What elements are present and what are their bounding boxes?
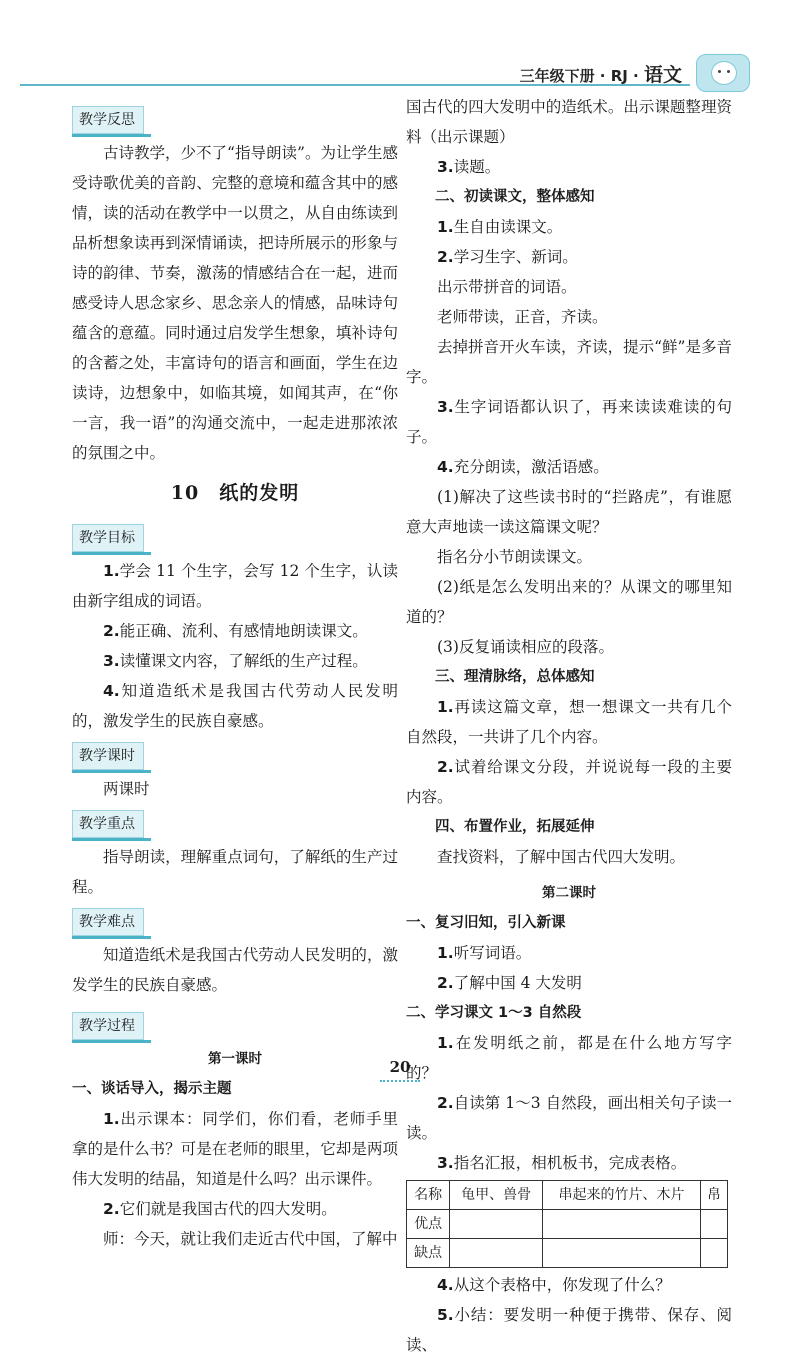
lesson-title: 10 纸的发明: [170, 482, 300, 504]
section-heading: 四、布置作业，拓展延伸: [435, 819, 595, 835]
tag-process: 教学过程: [72, 1012, 144, 1040]
header-grade: 三年级下册 · RJ ·: [519, 67, 644, 85]
table-cell: [701, 1210, 728, 1239]
right-column: [406, 92, 732, 1360]
step-text: 1.再读这篇文章，想一想课文一共有几个自然段，一共讲了几个内容。: [406, 698, 732, 746]
step-text: 1.生自由读课文。: [437, 218, 563, 236]
step-text: 2.自读第 1～3 自然段，画出相关句子读一读。: [406, 1094, 732, 1142]
table-cell: 缺点: [407, 1239, 450, 1268]
section-heading: 二、初读课文，整体感知: [435, 189, 595, 205]
step-text: 3.读题。: [437, 158, 501, 176]
header-title: [520, 60, 682, 87]
step-text: 3.指名汇报，相机板书，完成表格。: [437, 1154, 687, 1172]
section-heading: 三、理清脉络，总体感知: [435, 669, 595, 685]
table-cell: 串起来的竹片、木片: [542, 1181, 700, 1210]
goal-item: 2.能正确、流利、有感情地朗读课文。: [103, 622, 368, 640]
difficult-text: 知道造纸术是我国古代劳动人民发明的，激发学生的民族自豪感。: [72, 946, 398, 994]
goal-item: 4.知道造纸术是我国古代劳动人民发明的，激发学生的民族自豪感。: [72, 682, 398, 730]
table-cell: [450, 1210, 543, 1239]
step-text: 2.试着给课文分段，并说说每一段的主要内容。: [406, 758, 732, 806]
step-text: 1.在发明纸之前，都是在什么地方写字的？: [406, 1034, 732, 1082]
step-text: 4.充分朗读，激活语感。: [437, 458, 609, 476]
page-number-ornament: [380, 1076, 420, 1082]
table-row: [407, 1210, 728, 1239]
step-text: 3.生字词语都认识了，再来读读难读的句子。: [406, 398, 732, 446]
table-cell: 名称: [407, 1181, 450, 1210]
comparison-table: [406, 1180, 728, 1268]
step-text: 2.学习生字、新词。: [437, 248, 578, 266]
goal-item: 1.学会 11 个生字，会写 12 个生字，认读由新字组成的词语。: [72, 562, 398, 610]
period-2-heading: 第二课时: [542, 885, 596, 901]
table-header-row: [407, 1181, 728, 1210]
continued-text: 国古代的四大发明中的造纸术。出示课题整理资料（出示课题）: [406, 98, 732, 146]
tag-goals: 教学目标: [72, 524, 144, 552]
tag-key: 教学重点: [72, 810, 144, 838]
step-text: 老师带读，正音，齐读。: [437, 308, 608, 326]
reflection-text: 古诗教学，少不了“指导朗读”。为让学生感受诗歌优美的音韵、完整的意境和蕴含其中的感情，读的活动在教学中一以贯之，从自由练读到品析想象读再到深情诵读，把诗所展示的形象与诗的韵律、节奏，激荡的情感结合在一起，进而感受诗人思念家乡、思念亲人的情感，品味诗句蕴含的意蕴。同时通过启发学生想象，填补诗句的含蓄之处，丰富诗句的语言和画面，学生在边读诗，边想象中，如临其境，如闻其声，在“你一言，我一语”的沟通交流中，一起走进那浓浓的氛围之中。: [72, 144, 398, 462]
section-heading: 一、谈话导入，揭示主题: [72, 1081, 232, 1097]
section-heading: 一、复习旧知，引入新课: [406, 915, 566, 931]
key-text: 指导朗读，理解重点词句，了解纸的生产过程。: [72, 848, 398, 896]
page-number: 20: [0, 1058, 800, 1082]
table-row: [407, 1239, 728, 1268]
table-cell: [542, 1239, 700, 1268]
bear-logo-icon: [696, 54, 750, 92]
step-text: 指名分小节朗读课文。: [437, 548, 593, 566]
step-text: (1)解决了这些读书时的“拦路虎”，有谁愿意大声地读一读这篇课文呢？: [406, 488, 732, 536]
tag-reflection: 教学反思: [72, 106, 144, 134]
tag-hours: 教学课时: [72, 742, 144, 770]
table-cell: 龟甲、兽骨: [450, 1181, 543, 1210]
table-cell: [542, 1210, 700, 1239]
step-text: 查找资料，了解中国古代四大发明。: [437, 848, 686, 866]
header-subject: 语文: [643, 64, 682, 86]
step-text: 5.小结：要发明一种便于携带、保存、阅读、: [406, 1306, 732, 1354]
tag-difficult: 教学难点: [72, 908, 144, 936]
table-cell: [701, 1239, 728, 1268]
step-text: (3)反复诵读相应的段落。: [437, 638, 614, 656]
step-text: 2.它们就是我国古代的四大发明。: [103, 1200, 337, 1218]
page-header: [20, 56, 760, 86]
table-cell: [450, 1239, 543, 1268]
step-text: 出示带拼音的词语。: [437, 278, 577, 296]
step-text: 4.从这个表格中，你发现了什么？: [437, 1276, 671, 1294]
step-text: (2)纸是怎么发明出来的？从课文的哪里知道的？: [406, 578, 732, 626]
step-text: 师：今天，就让我们走近古代中国，了解中: [103, 1230, 398, 1248]
period-1-heading: 第一课时: [208, 1051, 262, 1067]
table-cell: 优点: [407, 1210, 450, 1239]
hours-text: 两课时: [103, 780, 150, 798]
step-text: 去掉拼音开火车读，齐读，提示“鲜”是多音字。: [406, 338, 732, 386]
table-cell: 帛: [701, 1181, 728, 1210]
step-text: 1.听写词语。: [437, 944, 532, 962]
step-text: 1.出示课本：同学们，你们看，老师手里拿的是什么书？可是在老师的眼里，它却是两项伟大发明的结晶，知道是什么吗？出示课件。: [72, 1110, 398, 1188]
section-heading: 二、学习课文 1～3 自然段: [406, 1005, 582, 1021]
goal-item: 3.读懂课文内容，了解纸的生产过程。: [103, 652, 368, 670]
step-text: 2.了解中国 4 大发明: [437, 974, 582, 992]
